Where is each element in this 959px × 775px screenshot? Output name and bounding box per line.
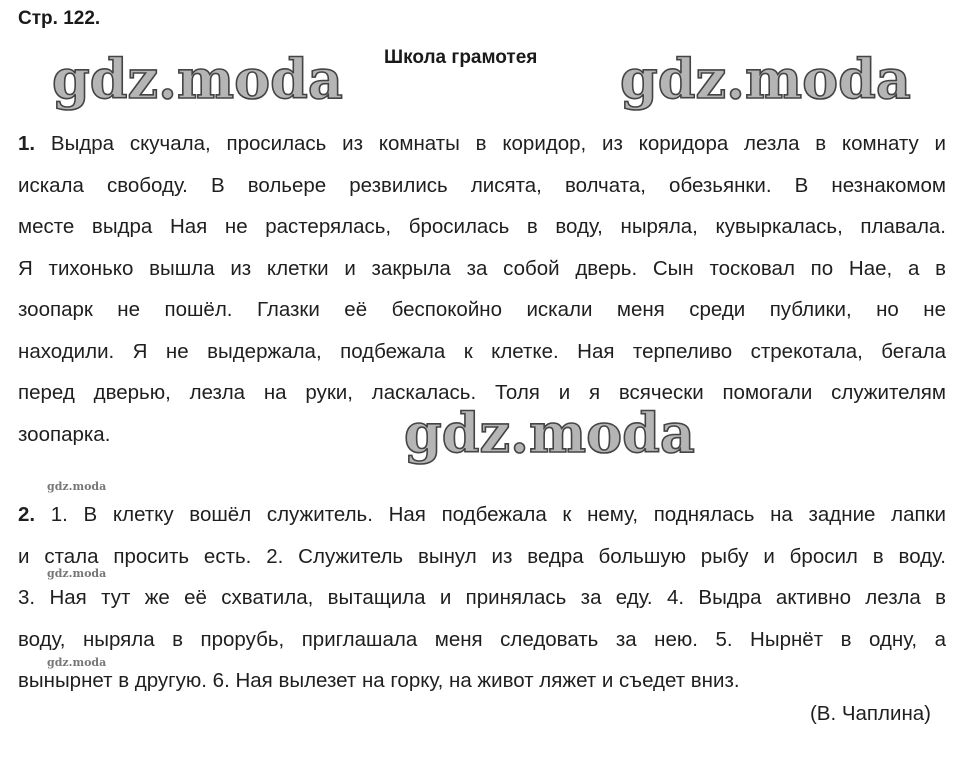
author-attribution: (В. Чаплина) bbox=[809, 702, 931, 725]
exercise-1 bbox=[18, 123, 946, 455]
watermark-logo: gdz.moda bbox=[404, 401, 695, 465]
watermark-small: gdz.moda bbox=[47, 480, 107, 493]
watermark-logo: gdz.moda bbox=[52, 47, 343, 111]
text-line: воду, ныряла в прорубь, приглашала меня следовать за нею. 5. Нырнёт в одну, а bbox=[18, 627, 946, 651]
text-line: зоопарк не пошёл. Глазки её беспокойно искали меня среди публики, но не bbox=[18, 298, 946, 321]
text-line: искала свободу. В вольере резвились лисята, волчата, обезьянки. В незнакомом bbox=[18, 173, 946, 197]
text-line: и стала просить есть. 2. Служитель вынул из ведра большую рыбу и бросил в воду. bbox=[18, 544, 946, 568]
watermark-logo: gdz.moda bbox=[620, 47, 911, 111]
exercise-2 bbox=[18, 494, 946, 702]
watermark-small: gdz.moda bbox=[47, 567, 107, 580]
text-line: зоопарка. bbox=[18, 422, 111, 446]
text-line: Я тихонько вышла из клетки и закрыла за собой дверь. Сын тосковал по Нае, а в bbox=[18, 256, 946, 280]
exercise-number: 1. bbox=[18, 132, 36, 155]
text-line: 2. 1. В клетку вошёл служитель. Ная подбежала к нему, поднялась на задние лапки bbox=[18, 503, 946, 526]
page-number: Стр. 122. bbox=[18, 8, 101, 29]
text-line: 3. Ная тут же её схватила, вытащила и принялась за еду. 4. Выдра активно лезла в bbox=[18, 586, 946, 609]
page-title: Школа грамотея bbox=[384, 47, 538, 68]
text-line: перед дверью, лезла на руки, ласкалась. Толя и я всячески помогали служителям bbox=[18, 381, 946, 404]
text-line: 1. Выдра скучала, просилась из комнаты в коридор, из коридора лезла в комнату и bbox=[18, 132, 946, 155]
text-line: месте выдра Ная не растерялась, бросилась в воду, ныряла, кувыркалась, плавала. bbox=[18, 215, 946, 238]
watermark-small: gdz.moda bbox=[47, 656, 107, 669]
text-line: находили. Я не выдержала, подбежала к клетке. Ная терпеливо стрекотала, бегала bbox=[18, 339, 946, 363]
text-line: вынырнет в другую. 6. Ная вылезет на горку, на живот ляжет и съедет вниз. bbox=[18, 669, 740, 692]
exercise-number: 2. bbox=[18, 503, 36, 526]
